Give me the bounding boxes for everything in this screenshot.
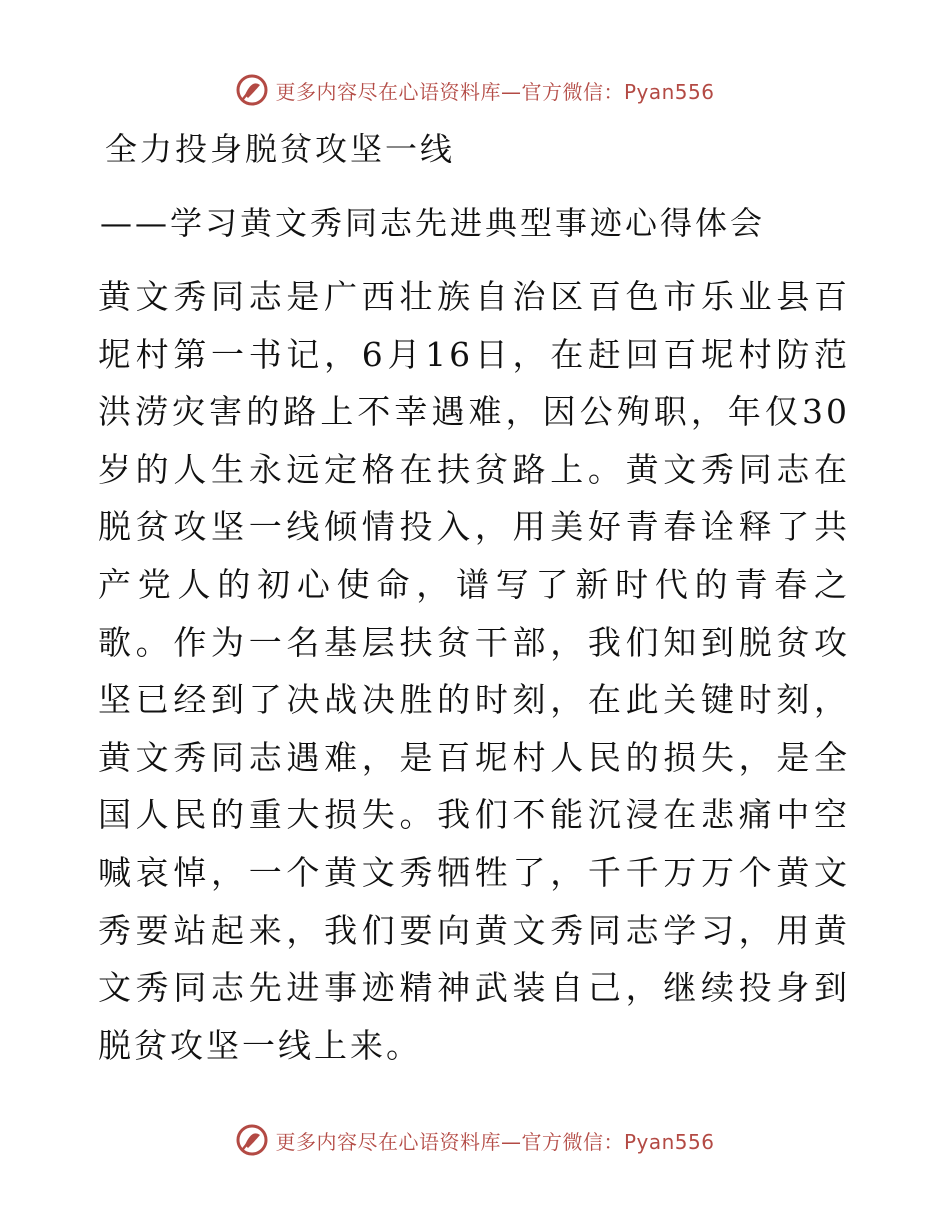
body-paragraph: 黄文秀同志是广西壮族自治区百色市乐业县百坭村第一书记，6月16日，在赶回百坭村防范洪涝灾害的路上不幸遇难，因公殉职，年仅30岁的人生永远定格在扶贫路上。黄文秀同志在脱贫攻坚一线倾情投入，用美好青春诠释了共产党人的初心使命，谱写了新时代的青春之歌。作为一名基层扶贫干部，我们知到脱贫攻坚已经到了决战决胜的时刻，在此关键时刻，黄文秀同志遇难，是百坭村人民的损失，是全国人民的重大损失。我们不能沉浸在悲痛中空喊哀悼，一个黄文秀牺牲了，千千万万个黄文秀要站起来，我们要向黄文秀同志学习，用黄文秀同志先进事迹精神武装自己，继续投身到脱贫攻坚一线上来。 [98,277,850,1065]
footer-banner [0,1120,950,1160]
footer-banner-text: 更多内容尽在心语资料库—官方微信：Pyan556 [275,1129,715,1154]
header-banner [0,70,950,110]
document-subtitle: ——学习黄文秀同志先进典型事迹心得体会 [100,204,766,242]
header-banner-text: 更多内容尽在心语资料库—官方微信：Pyan556 [275,79,715,104]
seal-logo-icon [235,73,269,107]
document-title: 全力投身脱贫攻坚一线 [105,130,456,168]
seal-logo-icon [235,1123,269,1157]
